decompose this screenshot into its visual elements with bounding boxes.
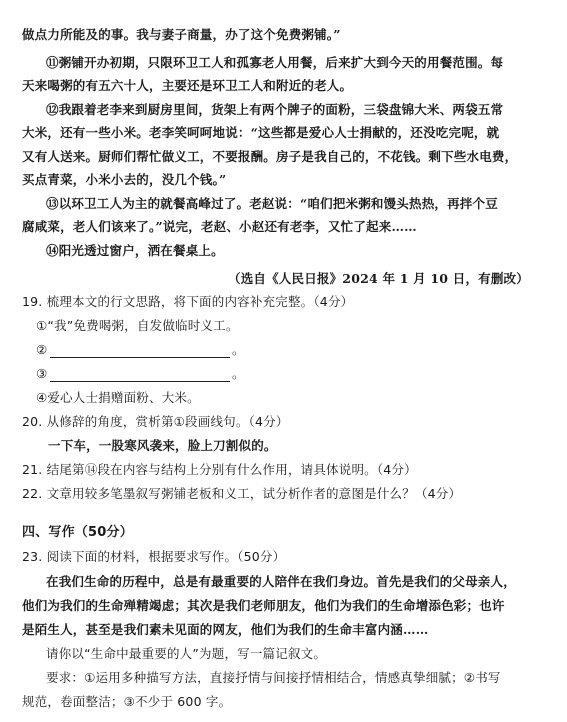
question-22-stem: 22. 文章用较多笔墨叙写粥铺老板和义工，试分析作者的意图是什么？（4分） — [22, 486, 462, 501]
material-line-3: 是陌生人，甚至是我们素未见面的网友，他们为我们的生命丰富内涵…… — [22, 622, 429, 637]
section-4-title: 四、写作（50分） — [22, 525, 133, 540]
passage-line-9: 腐咸菜，老人们该来了。”说完，老赵、小赵还有老李，又忙了起来…… — [22, 219, 417, 234]
question-19-item-2-prefix: ② — [36, 342, 48, 357]
answer-blank-3[interactable] — [50, 367, 230, 382]
question-20-stem: 20. 从修辞的角度，赏析第①段画线句。（4分） — [22, 414, 289, 429]
passage-line-6: 又有人送来。厨师们帮忙做义工，不要报酬。房子是我自己的，不花钱。剩下些水电费， — [22, 149, 518, 164]
requirements-line-2: 规范，卷面整洁；③不少于 600 字。 — [22, 694, 232, 709]
passage-paragraph-14: ⑭阳光透过窗户，洒在餐桌上。 — [46, 243, 224, 258]
writing-prompt: 请你以“生命中最重要的人”为题，写一篇记叙文。 — [46, 646, 327, 661]
question-19-item-1: ①“我”免费喝粥，自发做临时义工。 — [36, 318, 239, 333]
material-line-1: 在我们生命的历程中，总是有最重要的人陪伴在我们身边。首先是我们的父母亲人， — [46, 574, 516, 589]
passage-line-7: 买点青菜，小米小去的，没几个钱。” — [22, 172, 227, 187]
passage-line-3: 天来喝粥的有五六十人，主要还是环卫工人和附近的老人。 — [22, 78, 353, 93]
passage-paragraph-13: ⑬以环卫工人为主的就餐高峰过了。老赵说：“咱们把米粥和馒头热热，再拌个豆 — [46, 196, 498, 211]
question-19-item-3-prefix: ③ — [36, 366, 48, 381]
question-23-stem: 23. 阅读下面的材料，根据要求写作。（50分） — [22, 549, 286, 564]
passage-source: （选自《人民日报》2024 年 1 月 10 日，有删改） — [228, 271, 529, 286]
question-20-quote: 一下车，一股寒风袭来，脸上刀割似的。 — [48, 438, 277, 453]
passage-paragraph-11: ⑪粥铺开办初期，只限环卫工人和孤寡老人用餐，后来扩大到今天的用餐范围。每 — [46, 55, 504, 70]
question-19-item-4: ④爱心人士捐赠面粉、大米。 — [36, 390, 200, 405]
material-line-2: 他们为我们的生命殚精竭虑；其次是我们老师朋友，他们为我们的生命增添色彩；也许 — [22, 598, 505, 613]
question-19-stem: 19. 梳理本文的行文思路，将下面的内容补充完整。（4分） — [22, 294, 354, 309]
passage-paragraph-12: ⑫我跟着老李来到厨房里间，货架上有两个牌子的面粉，三袋盘锦大米、两袋五常 — [46, 102, 504, 117]
requirements-line-1: 要求：①运用多种描写方法，直接抒情与间接抒情相结合，情感真挚细腻；②书写 — [46, 670, 501, 685]
question-19-item-3-end: 。 — [232, 366, 245, 381]
passage-line-1: 做点力所能及的事。我与妻子商量，办了这个免费粥铺。” — [22, 27, 341, 42]
question-21-stem: 21. 结尾第⑭段在内容与结构上分别有什么作用，请具体说明。（4分） — [22, 462, 417, 477]
passage-line-5: 大米，还有一些小米。老李笑呵呵地说：“这些都是爱心人士捐献的，还没吃完呢，就 — [22, 125, 500, 140]
answer-blank-2[interactable] — [50, 343, 230, 358]
question-19-item-2-end: 。 — [232, 342, 245, 357]
